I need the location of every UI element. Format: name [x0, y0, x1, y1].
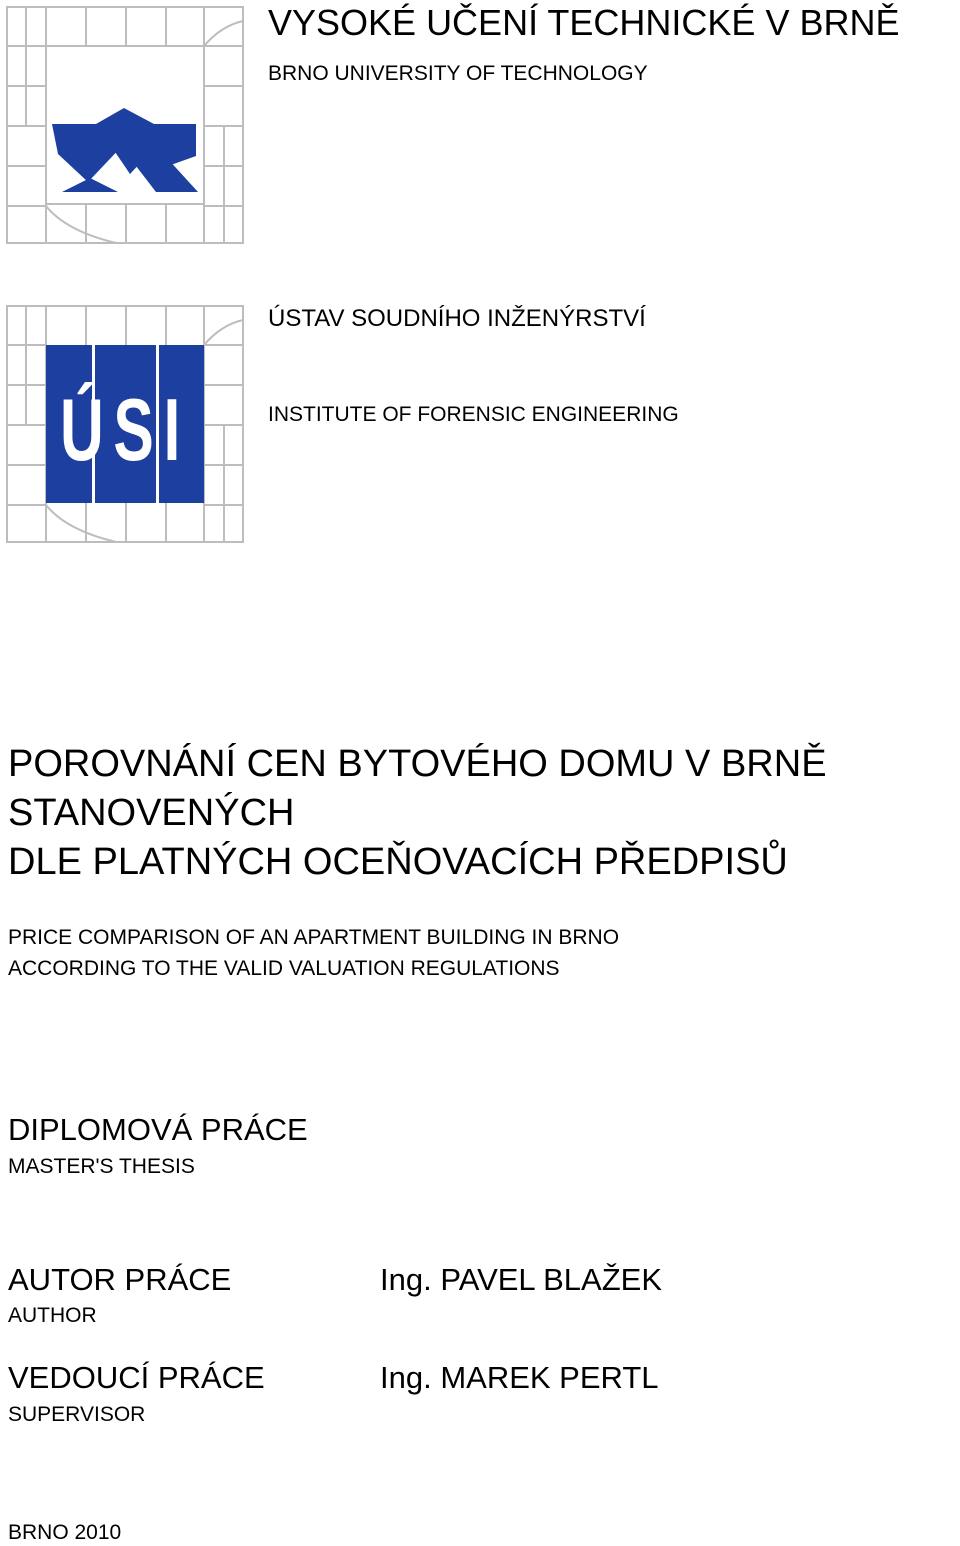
thesis-type-english: MASTER'S THESIS [8, 1155, 195, 1178]
vut-logo-icon [6, 6, 244, 244]
usi-logo-text: ÚSI [60, 380, 190, 479]
university-logo [6, 6, 244, 244]
thesis-title-czech-line: POROVNÁNÍ CEN BYTOVÉHO DOMU V BRNĚ [8, 743, 827, 785]
thesis-title-english-line: ACCORDING TO THE VALID VALUATION REGULATIONS [8, 957, 560, 980]
institute-logo [6, 305, 244, 543]
author-label-english: AUTHOR [8, 1304, 97, 1327]
place-and-year: BRNO 2010 [8, 1521, 122, 1544]
thesis-title-czech-line: DLE PLATNÝCH OCEŇOVACÍCH PŘEDPISŮ [8, 841, 788, 883]
institute-name-czech: ÚSTAV SOUDNÍHO INŽENÝRSTVÍ [268, 305, 646, 332]
thesis-type-czech: DIPLOMOVÁ PRÁCE [8, 1112, 308, 1147]
thesis-title-english-line: PRICE COMPARISON OF AN APARTMENT BUILDING IN BRNO [8, 926, 620, 949]
thesis-title-czech-line: STANOVENÝCH [8, 792, 295, 834]
author-label-czech: AUTOR PRÁCE [8, 1262, 232, 1297]
thesis-title-english [8, 922, 619, 984]
thesis-title-czech [8, 740, 827, 887]
institute-name-english: INSTITUTE OF FORENSIC ENGINEERING [268, 403, 679, 426]
supervisor-label-english: SUPERVISOR [8, 1403, 146, 1426]
supervisor-name: Ing. MAREK PERTL [380, 1360, 659, 1395]
university-name-english: BRNO UNIVERSITY OF TECHNOLOGY [268, 62, 648, 85]
usi-logo-icon [6, 305, 244, 543]
supervisor-label-czech: VEDOUCÍ PRÁCE [8, 1360, 265, 1395]
author-name: Ing. PAVEL BLAŽEK [380, 1262, 663, 1297]
university-name-czech: VYSOKÉ UČENÍ TECHNICKÉ V BRNĚ [268, 2, 900, 43]
